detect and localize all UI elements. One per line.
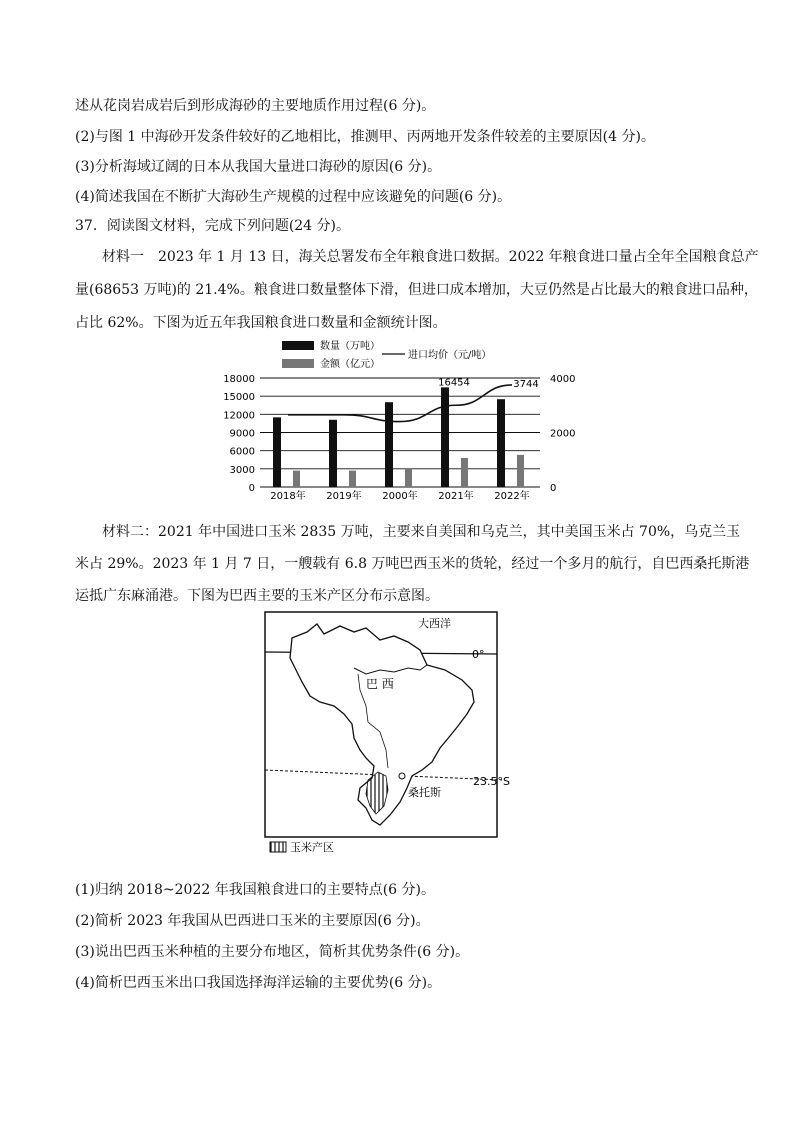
bar-quantity [329,420,337,487]
left-tick-label: 18000 [223,374,255,385]
data-label-price-2022: 3744 [513,378,539,390]
legend-corn-swatch [270,842,286,852]
santos-label: 桑托斯 [408,786,441,799]
left-tick-label: 0 [248,483,255,494]
x-tick-label: 2019年 [326,491,362,502]
brazil-label: 巴 西 [366,677,394,691]
material1-line-1: 材料一 2023 年 1 月 13 日，海关总署发布全年粮食进口数据。2022 年粮食进口量占全年全国粮食总产 [102,249,759,265]
bar-amount [349,471,356,487]
right-tick-label: 0 [550,483,557,494]
q37-question-3: (3)说出巴西玉米种植的主要分布地区，简析其优势条件(6 分)。 [75,944,470,960]
left-tick-label: 12000 [223,410,255,422]
q37-question-4: (4)简析巴西玉米出口我国选择海洋运输的主要优势(6 分)。 [75,975,442,991]
material1-line-2: 量(68653 万吨)的 21.4%。粮食进口数量整体下滑，但进口成本增加，大豆仍然是占比最大的粮食进口品种， [75,282,758,298]
question-3: (3)分析海域辽阔的日本从我国大量进口海砂的原因(6 分)。 [75,159,442,175]
legend-amount-label: 金额（亿元） [320,359,380,370]
bar-amount [517,455,524,487]
material1-line-3: 占比 62%。下图为近五年我国粮食进口数量和金额统计图。 [75,315,447,331]
x-tick-label: 2018年 [270,491,306,502]
atlantic-label: 大西洋 [418,617,451,630]
grain-import-chart [210,334,580,504]
left-tick-label: 15000 [223,392,255,404]
legend-swatch-amount [282,359,314,368]
equator-label: 0° [472,648,485,661]
question-37-header: 37．阅读图文材料，完成下列问题(24 分)。 [75,218,351,234]
right-tick-label: 4000 [550,374,576,385]
right-tick-label: 2000 [550,428,576,440]
q37-question-2: (2)简析 2023 年我国从巴西进口玉米的主要原因(6 分)。 [75,913,430,929]
price-line [288,385,512,422]
x-tick-label: 2000年 [382,491,418,502]
material2-line-1: 材料二：2021 年中国进口玉米 2835 万吨，主要来自美国和乌克兰，其中美国玉米占 70%，乌克兰玉 [102,524,741,540]
santos-port-marker [399,773,405,779]
left-tick-label: 6000 [229,446,255,458]
brazil-corn-map [262,610,510,860]
q37-question-1: (1)归纳 2018~2022 年我国粮食进口的主要特点(6 分)。 [75,882,435,898]
bar-quantity [497,399,505,487]
bar-amount [293,471,300,487]
question-4: (4)简述我国在不断扩大海砂生产规模的过程中应该避免的问题(6 分)。 [75,189,512,205]
legend-corn-label: 玉米产区 [290,841,334,854]
chart-svg [210,334,580,504]
map-svg [262,610,510,860]
left-tick-label: 3000 [229,464,255,476]
material2-line-3: 运抵广东麻涌港。下图为巴西主要的玉米产区分布示意图。 [75,588,439,604]
tropic-label: 23.5°S [473,775,510,788]
bar-amount [405,469,412,487]
material2-line-2: 米占 29%。2023 年 1 月 7 日，一艘载有 6.8 万吨巴西玉米的货轮，经过一个多月的航行，自巴西桑托斯港 [75,556,750,572]
question-2: (2)与图 1 中海砂开发条件较好的乙地相比，推测甲、丙两地开发条件较差的主要原因(4 分)。 [75,129,655,145]
bar-quantity [385,402,393,487]
bar-quantity [441,387,449,487]
legend-price-label: 进口均价（元/吨） [408,350,492,361]
legend-quantity-label: 数量（万吨） [320,341,380,352]
x-tick-label: 2021年 [438,491,474,502]
bar-amount [461,458,468,487]
left-tick-label: 9000 [229,428,255,440]
bar-quantity [273,417,281,487]
x-tick-label: 2022年 [494,491,530,502]
question-text: 述从花岗岩成岩后到形成海砂的主要地质作用过程(6 分)。 [75,98,436,114]
data-label-quantity-2021: 16454 [438,377,470,389]
legend-swatch-quantity [282,341,314,350]
